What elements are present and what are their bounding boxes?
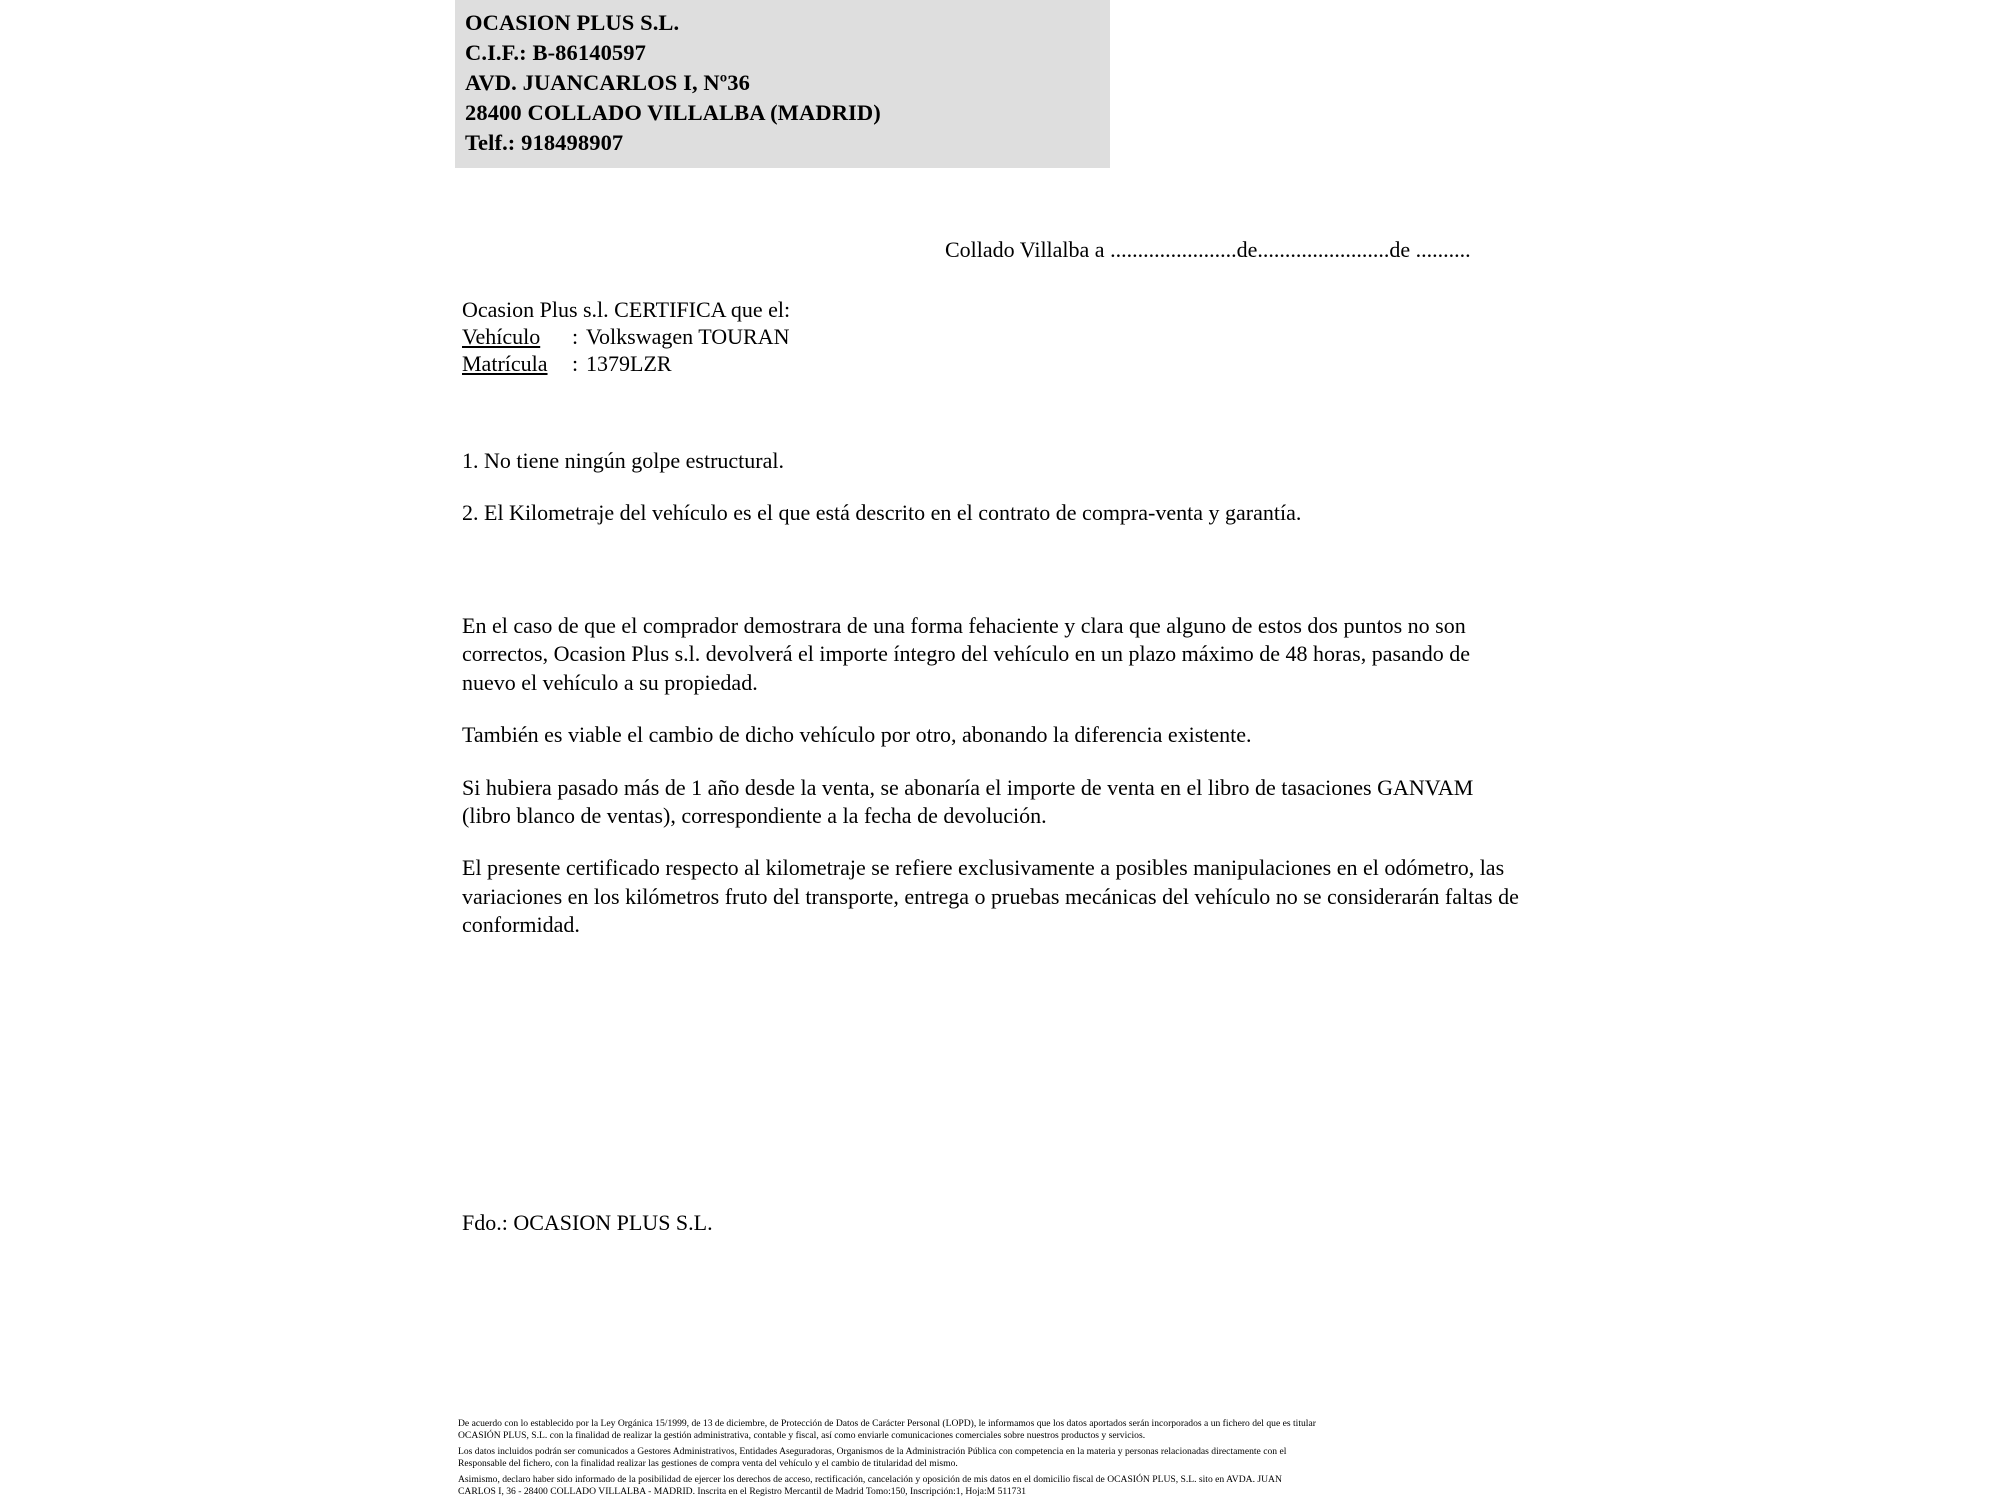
clause-1: 1. No tiene ningún golpe estructural. xyxy=(462,448,784,473)
vehicle-label: Vehículo xyxy=(462,323,541,349)
legal-footer-line-5: Asimismo, declaro haber sido informado de la posibilidad de ejercer los derechos de acceso, rectificación, cancelación y oposición de mis datos en el domicilio fiscal de OCASIÓN PLUS, S.L. sito en AVDA. JUAN xyxy=(458,1473,1282,1485)
vehicle-value: Volkswagen TOURAN xyxy=(586,323,790,349)
company-cif: C.I.F.: B-86140597 xyxy=(465,39,646,65)
date-line: Collado Villalba a .......................de........................de .......... xyxy=(945,237,1471,262)
plate-label: Matrícula xyxy=(462,350,548,376)
vehicle-separator: : xyxy=(572,323,579,349)
clause-2: 2. El Kilometraje del vehículo es el que está descrito en el contrato de compra-venta y garantía. xyxy=(462,500,1302,525)
plate-separator: : xyxy=(572,350,579,376)
body-paragraph-1: En el caso de que el comprador demostrara de una forma fehaciente y clara que alguno de estos dos puntos no son correctos, Ocasion Plus s.l. devolverá el importe íntegro del vehículo en un plazo máximo de 48 horas, pasando de nuevo el vehículo a su propiedad. xyxy=(462,613,1471,695)
company-city: 28400 COLLADO VILLALBA (MADRID) xyxy=(465,99,881,125)
legal-footer-line-6: CARLOS I, 36 - 28400 COLLADO VILLALBA - MADRID. Inscrita en el Registro Mercantil de Madrid Tomo:150, Inscripción:1, Hoja:M 511731 xyxy=(458,1486,1027,1498)
plate-row xyxy=(462,351,790,378)
body-paragraph-3: Si hubiera pasado más de 1 año desde la venta, se abonaría el importe de venta en el libro de tasaciones GANVAM (libro blanco de ventas), correspondiente a la fecha de devolución. xyxy=(462,774,1474,828)
legal-footer xyxy=(458,1418,1553,1499)
body-text xyxy=(462,612,1527,939)
legal-footer-line-4: Responsable del fichero, con la finalidad realizar las gestiones de compra venta del vehículo y el cambio de titularidad del mismo. xyxy=(458,1458,958,1470)
legal-footer-line-1: De acuerdo con lo establecido por la Ley Orgánica 15/1999, de 13 de diciembre, de Protección de Datos de Carácter Personal (LOPD), le informamos que los datos aportados serán incorporados a un fichero del que es titular xyxy=(458,1418,1316,1429)
vehicle-row xyxy=(462,324,790,351)
signature-line: Fdo.: OCASION PLUS S.L. xyxy=(462,1210,713,1235)
certification-block xyxy=(462,297,790,377)
body-paragraph-2: También es viable el cambio de dicho vehículo por otro, abonando la diferencia existente. xyxy=(462,722,1252,748)
legal-footer-line-3: Los datos incluidos podrán ser comunicados a Gestores Administrativos, Entidades Aseguradoras, Organismos de la Administración Pública con competencia en la materia y personas relacionadas directamente con el xyxy=(458,1445,1287,1457)
company-phone: Telf.: 918498907 xyxy=(465,129,624,155)
body-paragraph-4: El presente certificado respecto al kilometraje se refiere exclusivamente a posibles manipulaciones en el odómetro, las variaciones en los kilómetros fruto del transporte, entrega o pruebas mecánicas del vehículo no se considerarán faltas de conformidad. xyxy=(462,855,1519,937)
legal-footer-line-2: OCASIÓN PLUS, S.L. con la finalidad de realizar la gestión administrativa, contable y fiscal, así como enviarle comunicaciones comerciales sobre nuestros productos y servicios. xyxy=(458,1430,1146,1442)
company-address: AVD. JUANCARLOS I, Nº36 xyxy=(465,69,750,95)
plate-value: 1379LZR xyxy=(586,350,672,376)
company-name: OCASION PLUS S.L. xyxy=(465,10,680,35)
certification-intro: Ocasion Plus s.l. CERTIFICA que el: xyxy=(462,297,791,322)
letterhead-block xyxy=(455,0,1110,168)
